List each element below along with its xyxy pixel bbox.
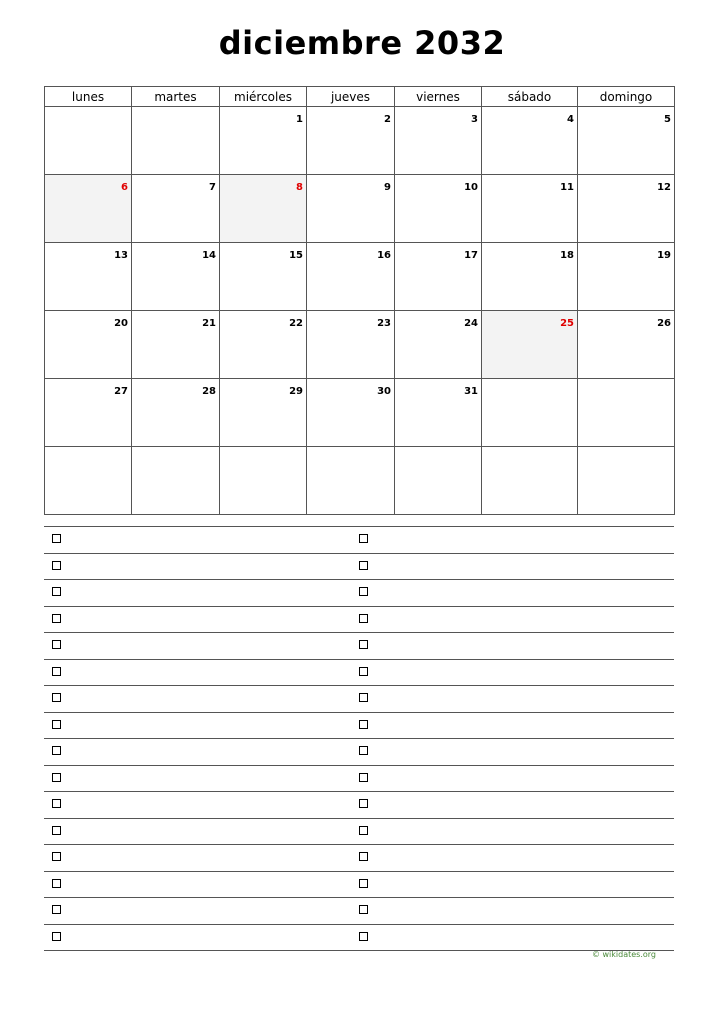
checklist-item[interactable] bbox=[351, 766, 674, 792]
weekday-header: domingo bbox=[578, 87, 675, 107]
checklist-item[interactable] bbox=[44, 607, 351, 633]
day-cell[interactable] bbox=[132, 447, 220, 515]
day-cell[interactable] bbox=[307, 175, 395, 243]
checkbox-icon[interactable] bbox=[359, 879, 368, 888]
checkbox-icon[interactable] bbox=[52, 773, 61, 782]
checkbox-icon[interactable] bbox=[359, 799, 368, 808]
day-number: 9 bbox=[384, 182, 391, 193]
checklist bbox=[44, 526, 674, 951]
checklist-row bbox=[44, 739, 674, 766]
week-row bbox=[45, 175, 675, 243]
week-row bbox=[45, 107, 675, 175]
day-number bbox=[671, 460, 674, 462]
checkbox-icon[interactable] bbox=[52, 720, 61, 729]
checklist-row bbox=[44, 554, 674, 581]
checkbox-icon[interactable] bbox=[52, 852, 61, 861]
day-cell[interactable] bbox=[578, 107, 675, 175]
day-cell[interactable] bbox=[45, 311, 132, 379]
day-cell[interactable] bbox=[395, 447, 482, 515]
day-cell[interactable] bbox=[132, 243, 220, 311]
day-cell[interactable] bbox=[45, 107, 132, 175]
day-number: 4 bbox=[567, 114, 574, 125]
day-number: 13 bbox=[114, 250, 128, 261]
day-number bbox=[216, 460, 219, 462]
checklist-item[interactable] bbox=[44, 633, 351, 659]
day-cell[interactable] bbox=[220, 447, 307, 515]
checklist-item[interactable] bbox=[351, 792, 674, 818]
day-cell[interactable] bbox=[220, 243, 307, 311]
checklist-item[interactable] bbox=[44, 925, 351, 951]
day-cell[interactable] bbox=[482, 175, 578, 243]
checklist-item[interactable] bbox=[44, 766, 351, 792]
day-cell[interactable] bbox=[578, 379, 675, 447]
weekday-header-row bbox=[45, 87, 675, 107]
checklist-item[interactable] bbox=[351, 898, 674, 924]
checklist-item[interactable] bbox=[44, 527, 351, 553]
checklist-item[interactable] bbox=[351, 607, 674, 633]
checkbox-icon[interactable] bbox=[52, 799, 61, 808]
day-number bbox=[391, 460, 394, 462]
day-cell[interactable] bbox=[482, 107, 578, 175]
checkbox-icon[interactable] bbox=[52, 587, 61, 596]
day-cell[interactable] bbox=[578, 175, 675, 243]
day-number: 15 bbox=[289, 250, 303, 261]
day-number: 26 bbox=[657, 318, 671, 329]
day-number: 2 bbox=[384, 114, 391, 125]
checklist-row bbox=[44, 607, 674, 634]
checklist-row bbox=[44, 580, 674, 607]
day-number bbox=[478, 460, 481, 462]
checklist-item[interactable] bbox=[44, 713, 351, 739]
calendar-grid bbox=[44, 86, 675, 515]
day-number: 12 bbox=[657, 182, 671, 193]
checkbox-icon[interactable] bbox=[359, 852, 368, 861]
day-cell[interactable] bbox=[395, 107, 482, 175]
weekday-header: martes bbox=[132, 87, 220, 107]
checkbox-icon[interactable] bbox=[52, 534, 61, 543]
weekday-header: miércoles bbox=[220, 87, 307, 107]
day-number: 7 bbox=[209, 182, 216, 193]
day-number bbox=[671, 392, 674, 394]
week-row bbox=[45, 243, 675, 311]
checklist-item[interactable] bbox=[351, 686, 674, 712]
day-number: 19 bbox=[657, 250, 671, 261]
checkbox-icon[interactable] bbox=[359, 640, 368, 649]
checklist-row bbox=[44, 898, 674, 925]
footer-credit: © wikidates.org bbox=[591, 950, 656, 959]
page-title: diciembre 2032 bbox=[218, 24, 506, 62]
checkbox-icon[interactable] bbox=[52, 826, 61, 835]
checklist-item[interactable] bbox=[351, 633, 674, 659]
checklist-item[interactable] bbox=[351, 660, 674, 686]
day-number: 17 bbox=[464, 250, 478, 261]
day-number bbox=[128, 120, 131, 122]
day-cell[interactable] bbox=[45, 447, 132, 515]
day-number: 29 bbox=[289, 386, 303, 397]
checkbox-icon[interactable] bbox=[359, 905, 368, 914]
weekday-header: sábado bbox=[482, 87, 578, 107]
checkbox-icon[interactable] bbox=[359, 534, 368, 543]
checklist-item[interactable] bbox=[351, 554, 674, 580]
checklist-item[interactable] bbox=[44, 554, 351, 580]
day-number: 8 bbox=[296, 182, 303, 193]
day-cell[interactable] bbox=[578, 311, 675, 379]
day-number bbox=[303, 460, 306, 462]
checklist-item[interactable] bbox=[351, 845, 674, 871]
day-cell[interactable] bbox=[307, 311, 395, 379]
checklist-item[interactable] bbox=[44, 872, 351, 898]
checkbox-icon[interactable] bbox=[359, 614, 368, 623]
checklist-item[interactable] bbox=[351, 925, 674, 951]
checkbox-icon[interactable] bbox=[52, 693, 61, 702]
checklist-item[interactable] bbox=[351, 872, 674, 898]
day-number: 3 bbox=[471, 114, 478, 125]
checklist-row bbox=[44, 872, 674, 899]
day-number: 22 bbox=[289, 318, 303, 329]
day-cell[interactable] bbox=[220, 311, 307, 379]
checkbox-icon[interactable] bbox=[359, 720, 368, 729]
day-cell[interactable] bbox=[132, 311, 220, 379]
checkbox-icon[interactable] bbox=[52, 932, 61, 941]
day-cell[interactable] bbox=[307, 379, 395, 447]
checklist-item[interactable] bbox=[351, 819, 674, 845]
checklist-row bbox=[44, 633, 674, 660]
checklist-item[interactable] bbox=[351, 527, 674, 553]
weekday-header: viernes bbox=[395, 87, 482, 107]
day-number: 10 bbox=[464, 182, 478, 193]
day-number: 21 bbox=[202, 318, 216, 329]
day-cell[interactable] bbox=[482, 311, 578, 379]
checkbox-icon[interactable] bbox=[359, 561, 368, 570]
checklist-item[interactable] bbox=[44, 660, 351, 686]
day-number: 24 bbox=[464, 318, 478, 329]
day-cell[interactable] bbox=[45, 175, 132, 243]
week-row bbox=[45, 311, 675, 379]
checkbox-icon[interactable] bbox=[359, 587, 368, 596]
day-number bbox=[128, 460, 131, 462]
day-number: 30 bbox=[377, 386, 391, 397]
checklist-row bbox=[44, 792, 674, 819]
checklist-row bbox=[44, 686, 674, 713]
day-cell[interactable] bbox=[395, 175, 482, 243]
checklist-item[interactable] bbox=[351, 713, 674, 739]
day-number bbox=[574, 460, 577, 462]
checkbox-icon[interactable] bbox=[359, 826, 368, 835]
checklist-row bbox=[44, 713, 674, 740]
day-number: 23 bbox=[377, 318, 391, 329]
checkbox-icon[interactable] bbox=[52, 879, 61, 888]
weekday-header: jueves bbox=[307, 87, 395, 107]
checklist-item[interactable] bbox=[44, 845, 351, 871]
checkbox-icon[interactable] bbox=[359, 746, 368, 755]
checkbox-icon[interactable] bbox=[359, 667, 368, 676]
day-cell[interactable] bbox=[482, 379, 578, 447]
checkbox-icon[interactable] bbox=[52, 746, 61, 755]
checklist-item[interactable] bbox=[44, 898, 351, 924]
checkbox-icon[interactable] bbox=[359, 693, 368, 702]
day-cell[interactable] bbox=[220, 379, 307, 447]
day-cell[interactable] bbox=[395, 243, 482, 311]
checklist-item[interactable] bbox=[351, 580, 674, 606]
checklist-item[interactable] bbox=[44, 686, 351, 712]
day-number: 1 bbox=[296, 114, 303, 125]
checklist-item[interactable] bbox=[44, 739, 351, 765]
checklist-item[interactable] bbox=[44, 792, 351, 818]
day-cell[interactable] bbox=[482, 447, 578, 515]
checklist-row bbox=[44, 845, 674, 872]
day-number: 31 bbox=[464, 386, 478, 397]
checklist-row bbox=[44, 925, 674, 952]
checkbox-icon[interactable] bbox=[359, 932, 368, 941]
checklist-item[interactable] bbox=[44, 819, 351, 845]
checkbox-icon[interactable] bbox=[52, 561, 61, 570]
checkbox-icon[interactable] bbox=[52, 614, 61, 623]
day-cell[interactable] bbox=[482, 243, 578, 311]
day-cell[interactable] bbox=[395, 311, 482, 379]
checklist-row bbox=[44, 766, 674, 793]
day-number: 6 bbox=[121, 182, 128, 193]
checklist-row bbox=[44, 660, 674, 687]
checklist-item[interactable] bbox=[351, 739, 674, 765]
day-cell[interactable] bbox=[578, 447, 675, 515]
checklist-row bbox=[44, 819, 674, 846]
day-cell[interactable] bbox=[307, 243, 395, 311]
day-cell[interactable] bbox=[220, 175, 307, 243]
day-cell[interactable] bbox=[578, 243, 675, 311]
day-number bbox=[574, 392, 577, 394]
day-number: 20 bbox=[114, 318, 128, 329]
weekday-header: lunes bbox=[45, 87, 132, 107]
checkbox-icon[interactable] bbox=[52, 667, 61, 676]
checkbox-icon[interactable] bbox=[359, 773, 368, 782]
checkbox-icon[interactable] bbox=[52, 640, 61, 649]
day-cell[interactable] bbox=[307, 447, 395, 515]
week-row bbox=[45, 379, 675, 447]
day-cell[interactable] bbox=[132, 107, 220, 175]
day-number bbox=[216, 120, 219, 122]
day-cell[interactable] bbox=[132, 175, 220, 243]
day-cell[interactable] bbox=[220, 107, 307, 175]
day-cell[interactable] bbox=[307, 107, 395, 175]
week-row bbox=[45, 447, 675, 515]
checkbox-icon[interactable] bbox=[52, 905, 61, 914]
day-number: 14 bbox=[202, 250, 216, 261]
day-number: 16 bbox=[377, 250, 391, 261]
checklist-item[interactable] bbox=[44, 580, 351, 606]
day-number: 11 bbox=[560, 182, 574, 193]
day-number: 18 bbox=[560, 250, 574, 261]
day-cell[interactable] bbox=[132, 379, 220, 447]
day-number: 27 bbox=[114, 386, 128, 397]
day-cell[interactable] bbox=[45, 243, 132, 311]
day-cell[interactable] bbox=[395, 379, 482, 447]
day-number: 28 bbox=[202, 386, 216, 397]
day-number: 5 bbox=[664, 114, 671, 125]
checklist-row bbox=[44, 527, 674, 554]
day-cell[interactable] bbox=[45, 379, 132, 447]
day-number: 25 bbox=[560, 318, 574, 329]
